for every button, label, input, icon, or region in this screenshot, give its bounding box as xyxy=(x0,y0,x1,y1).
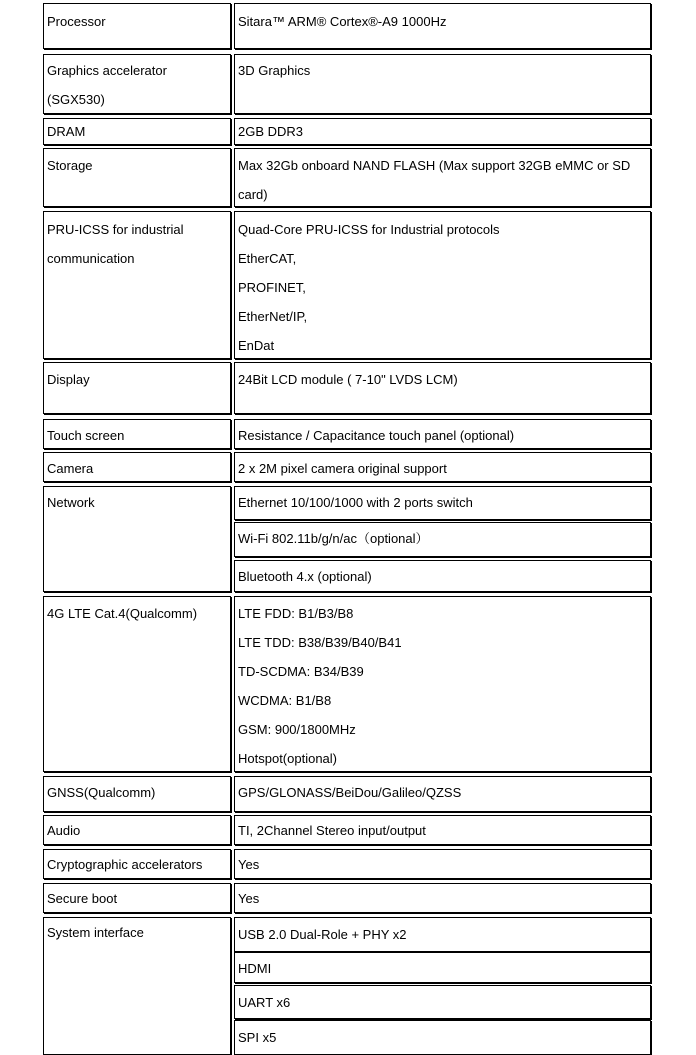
spec-value: Yes xyxy=(238,857,260,872)
spec-label: (SGX530) xyxy=(47,92,105,107)
spec-value-cell xyxy=(234,917,651,952)
spec-label: Graphics accelerator xyxy=(47,63,167,78)
spec-value: HDMI xyxy=(238,961,272,976)
spec-label: Touch screen xyxy=(47,428,125,443)
spec-value: EtherNet/IP, xyxy=(238,309,308,324)
spec-value: USB 2.0 Dual-Role + PHY x2 xyxy=(238,927,407,942)
spec-label: Audio xyxy=(47,823,81,838)
spec-label-cell xyxy=(43,883,231,913)
spec-value: Quad-Core PRU-ICSS for Industrial protocols xyxy=(238,222,500,237)
spec-value-cell xyxy=(234,849,651,879)
spec-label-cell xyxy=(43,815,231,845)
spec-value: 3D Graphics xyxy=(238,63,311,78)
spec-label: 4G LTE Cat.4(Qualcomm) xyxy=(47,606,198,621)
spec-label: Cryptographic accelerators xyxy=(47,857,203,872)
spec-label-cell xyxy=(43,419,231,449)
spec-value: 24Bit LCD module ( 7-10" LVDS LCM) xyxy=(238,372,458,387)
spec-value: Wi-Fi 802.11b/g/n/ac（optional） xyxy=(238,531,429,546)
spec-value-cell xyxy=(234,1020,651,1055)
spec-value: Resistance / Capacitance touch panel (optional) xyxy=(238,428,515,443)
spec-label: communication xyxy=(47,251,135,266)
spec-value-cell xyxy=(234,596,651,772)
spec-value: PROFINET, xyxy=(238,280,306,295)
spec-value: TI, 2Channel Stereo input/output xyxy=(238,823,426,838)
spec-value-cell xyxy=(234,118,651,145)
spec-value: EtherCAT, xyxy=(238,251,297,266)
spec-value: LTE FDD: B1/B3/B8 xyxy=(238,606,354,621)
spec-label-cell xyxy=(43,148,231,207)
spec-label-cell xyxy=(43,211,231,359)
spec-label: Storage xyxy=(47,158,93,173)
spec-value: Sitara™ ARM® Cortex®-A9 1000Hz xyxy=(238,14,447,29)
spec-value: LTE TDD: B38/B39/B40/B41 xyxy=(238,635,402,650)
spec-value: 2GB DDR3 xyxy=(238,124,304,139)
spec-value: Yes xyxy=(238,891,260,906)
spec-label: GNSS(Qualcomm) xyxy=(47,785,156,800)
spec-value-cell xyxy=(234,951,651,983)
spec-value: EnDat xyxy=(238,338,275,353)
spec-value-cell xyxy=(234,148,651,207)
spec-value-cell xyxy=(234,54,651,114)
spec-label-cell xyxy=(43,917,231,1055)
spec-label-cell xyxy=(43,596,231,772)
spec-value: card) xyxy=(238,187,268,202)
spec-label-cell xyxy=(43,118,231,145)
spec-value: Max 32Gb onboard NAND FLASH (Max support 32GB eMMC or SD xyxy=(238,158,631,173)
spec-value-cell xyxy=(234,452,651,482)
spec-value: Hotspot(optional) xyxy=(238,751,337,766)
spec-label: Camera xyxy=(47,461,94,476)
spec-value-cell xyxy=(234,815,651,845)
spec-label-cell xyxy=(43,3,231,49)
spec-label-cell xyxy=(43,486,231,592)
spec-label: Secure boot xyxy=(47,891,118,906)
spec-label-cell xyxy=(43,452,231,482)
spec-value-cell xyxy=(234,560,651,592)
spec-label: Processor xyxy=(47,14,106,29)
spec-label: DRAM xyxy=(47,124,86,139)
spec-label-cell xyxy=(43,776,231,812)
spec-value-cell xyxy=(234,776,651,812)
spec-label-cell xyxy=(43,849,231,879)
spec-value: 2 x 2M pixel camera original support xyxy=(238,461,447,476)
spec-value: Ethernet 10/100/1000 with 2 ports switch xyxy=(238,495,473,510)
spec-value-cell xyxy=(234,362,651,414)
spec-value-cell xyxy=(234,211,651,359)
spec-value: SPI x5 xyxy=(238,1030,277,1045)
spec-label: System interface xyxy=(47,925,144,940)
spec-value: GSM: 900/1800MHz xyxy=(238,722,356,737)
spec-label-cell xyxy=(43,54,231,114)
spec-label: Display xyxy=(47,372,90,387)
spec-value: Bluetooth 4.x (optional) xyxy=(238,569,372,584)
spec-value-cell xyxy=(234,985,651,1019)
spec-label: Network xyxy=(47,495,95,510)
spec-value-cell xyxy=(234,419,651,449)
spec-value-cell xyxy=(234,486,651,520)
spec-value: TD-SCDMA: B34/B39 xyxy=(238,664,364,679)
spec-label: PRU-ICSS for industrial xyxy=(47,222,184,237)
spec-label-cell xyxy=(43,362,231,414)
spec-value-cell xyxy=(234,3,651,49)
spec-value: GPS/GLONASS/BeiDou/Galileo/QZSS xyxy=(238,785,462,800)
spec-value: UART x6 xyxy=(238,995,291,1010)
spec-value: WCDMA: B1/B8 xyxy=(238,693,332,708)
spec-value-cell xyxy=(234,522,651,557)
spec-value-cell xyxy=(234,883,651,913)
